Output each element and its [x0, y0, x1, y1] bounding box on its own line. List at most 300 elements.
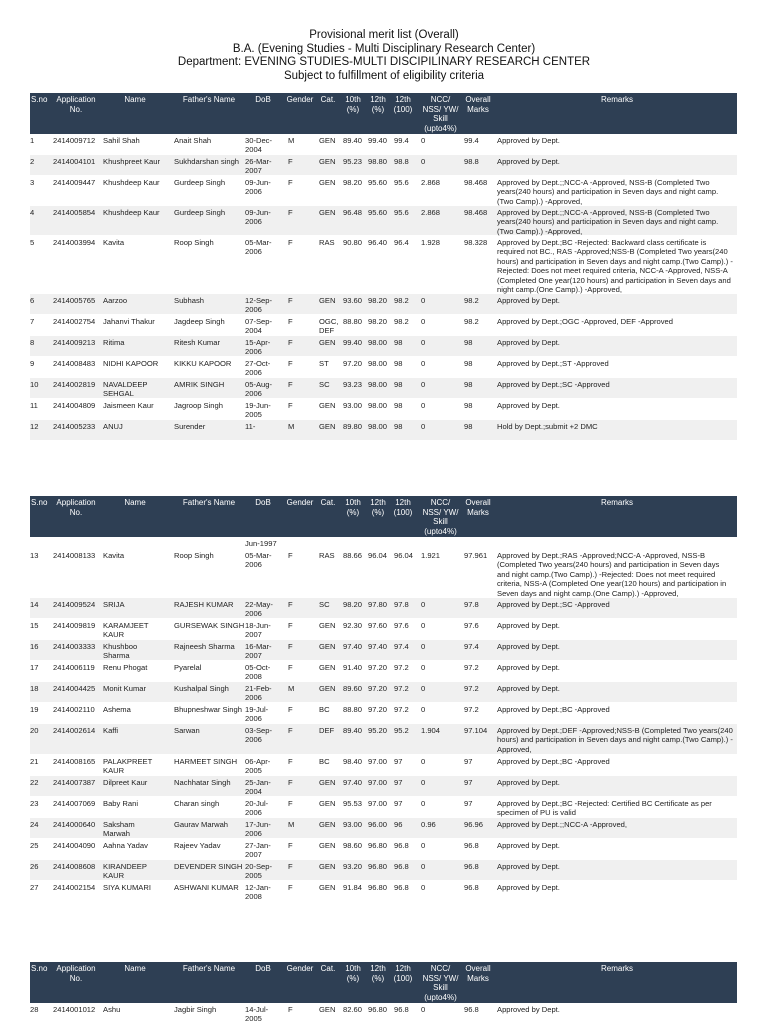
cell-dob: 18-Jun-2007 — [245, 621, 271, 640]
cell-overall: 97.6 — [464, 621, 479, 630]
cell-app: 2414005233 — [53, 422, 96, 431]
cell-app: 2414007069 — [53, 799, 96, 808]
cell-name: SRIJA — [103, 600, 125, 609]
table-row — [30, 703, 737, 724]
cell-sno: 20 — [30, 726, 39, 735]
cell-p12-100: 95.6 — [394, 208, 409, 217]
cell-overall: 97.8 — [464, 600, 479, 609]
cell-p12: 97.00 — [368, 799, 388, 808]
cell-p12-100: 98 — [394, 380, 403, 389]
cell-ncc: 0 — [421, 757, 426, 766]
cell-ncc: 0 — [421, 841, 426, 850]
table-row — [30, 315, 737, 336]
cell-overall: 98 — [464, 338, 473, 347]
cell-ncc: 1.904 — [421, 726, 441, 735]
cell-remarks: Approved by Dept. — [497, 621, 560, 630]
cell-ncc: 0 — [421, 684, 426, 693]
header-dob: DoB — [255, 964, 271, 973]
header-cat: Cat. — [320, 95, 336, 104]
header-cat: Cat. — [320, 964, 336, 973]
merit-table-page-3 — [30, 962, 737, 1024]
cell-p12-100: 98.2 — [394, 317, 409, 326]
cell-ncc: 0.96 — [421, 820, 436, 829]
cell-p12-100: 98.2 — [394, 296, 409, 305]
cell-remarks: Approved by Dept. — [497, 1005, 560, 1014]
cell-p12: 95.60 — [368, 178, 388, 187]
cell-father: Sarwan — [174, 726, 200, 735]
header-p10: 10th (%) — [345, 95, 361, 114]
cell-app: 2414006119 — [53, 663, 95, 672]
cell-cat: GEN — [319, 663, 336, 672]
cell-p10: 95.23 — [343, 157, 363, 166]
cell-ncc: 0 — [421, 621, 426, 630]
table-row — [30, 755, 737, 776]
cell-remarks: Approved by Dept. — [497, 296, 560, 305]
cell-remarks: Approved by Dept. — [497, 663, 560, 672]
cell-ncc: 0 — [421, 862, 426, 871]
cell-gender: F — [288, 600, 293, 609]
cell-remarks: Approved by Dept.;BC -Rejected: Certified BC Certificate as per specimen of PU is valid — [497, 799, 712, 818]
cell-overall: 97 — [464, 778, 473, 787]
cell-name: Khushdeep Kaur — [103, 178, 160, 187]
cell-app: 2414003333 — [53, 642, 96, 651]
cell-sno: 3 — [30, 178, 35, 187]
cell-overall: 98.468 — [464, 178, 488, 187]
cell-p12-100: 96.8 — [394, 1005, 409, 1014]
cell-gender: F — [288, 663, 293, 672]
cell-cat: GEN — [319, 401, 336, 410]
cell-p12-100: 96.8 — [394, 841, 409, 850]
header-overall: Overall Marks — [465, 95, 491, 114]
cell-name: Aahna Yadav — [103, 841, 148, 850]
cell-remarks: Approved by Dept.;DEF -Approved;NSS-B (Completed Two years(240 hours) and participation in Seven days and night camp.(Two Camp).) -Approved, — [497, 726, 733, 754]
cell-father: Gaurav Marwah — [174, 820, 229, 829]
cell-cat: BC — [319, 757, 330, 766]
cell-father: Ritesh Kumar — [174, 338, 221, 347]
cell-cat: ST — [319, 359, 329, 368]
header-gender: Gender — [286, 964, 314, 973]
cell-name: Ritima — [103, 338, 125, 347]
header-sno: S.no — [31, 498, 48, 507]
cell-p10: 97.40 — [343, 642, 363, 651]
table-row — [30, 839, 737, 860]
cell-dob: 15-Apr-2006 — [245, 338, 271, 357]
cell-gender: F — [288, 359, 293, 368]
cell-p10: 89.40 — [343, 726, 363, 735]
header-cat: Cat. — [320, 498, 336, 507]
cell-overall: 98.2 — [464, 317, 479, 326]
cell-sno: 15 — [30, 621, 39, 630]
cell-app: 2414008608 — [53, 862, 96, 871]
header-ncc: NCC/ NSS/ YW/ Skill (upto4%) — [422, 95, 459, 133]
cell-ncc: 0 — [421, 401, 426, 410]
cell-gender: F — [288, 338, 293, 347]
cell-p12-100: 96.04 — [394, 551, 414, 560]
table-row — [30, 818, 737, 839]
cell-remarks: Approved by Dept. — [497, 157, 560, 166]
cell-p10: 88.66 — [343, 551, 363, 560]
cell-dob: 09-Jun-2006 — [245, 178, 271, 197]
cell-remarks: Approved by Dept. — [497, 642, 560, 651]
cell-sno: 18 — [30, 684, 39, 693]
cell-ncc: 0 — [421, 642, 426, 651]
table-row — [30, 134, 737, 155]
cell-ncc: 2.868 — [421, 208, 441, 217]
header-sno: S.no — [31, 964, 48, 973]
cell-sno: 27 — [30, 883, 39, 892]
cell-remarks: Approved by Dept.;SC -Approved — [497, 600, 610, 609]
cell-p12-100: 97.6 — [394, 621, 409, 630]
cell-dob: 14-Jul-2005 — [245, 1005, 269, 1024]
cell-p10: 93.20 — [343, 862, 363, 871]
header-p10: 10th (%) — [345, 498, 361, 517]
header-name: Name — [124, 95, 146, 104]
cell-p12: 96.04 — [368, 551, 388, 560]
cell-sno: 7 — [30, 317, 35, 326]
table-row — [30, 336, 737, 357]
title-line-2: B.A. (Evening Studies - Multi Disciplinary Research Center) — [232, 42, 536, 55]
cell-cat: OGC, DEF — [319, 317, 339, 336]
cell-gender: F — [288, 380, 293, 389]
cell-p12-100: 97 — [394, 778, 403, 787]
cell-gender: F — [288, 862, 293, 871]
cell-father: Jagbir Singh — [174, 1005, 217, 1014]
cell-p12-100: 97 — [394, 757, 403, 766]
cell-cat: GEN — [319, 778, 336, 787]
cell-cat: GEN — [319, 684, 336, 693]
cell-p12: 96.80 — [368, 1005, 388, 1014]
cell-gender: F — [288, 178, 293, 187]
cell-father: Sukhdarshan singh — [174, 157, 240, 166]
cell-p10: 89.40 — [343, 136, 363, 145]
cell-p12-100: 96.8 — [394, 883, 409, 892]
cell-p12-100: 98 — [394, 422, 403, 431]
cell-overall: 99.4 — [464, 136, 479, 145]
merit-table-page-2 — [30, 496, 737, 902]
cell-father: Jagdeep Singh — [174, 317, 225, 326]
cell-ncc: 0 — [421, 778, 426, 787]
cell-dob: 27-Oct-2006 — [245, 359, 271, 378]
cell-name: NIDHI KAPOOR — [103, 359, 159, 368]
cell-father: Roop Singh — [174, 551, 214, 560]
cell-sno: 5 — [30, 238, 35, 247]
cell-remarks: Approved by Dept.;OGC -Approved, DEF -Approved — [497, 317, 674, 326]
header-dob: DoB — [255, 498, 271, 507]
cell-p10: 88.80 — [343, 317, 363, 326]
cell-app: 2414005854 — [53, 208, 96, 217]
carry-over-row — [30, 537, 737, 549]
table-row — [30, 155, 737, 176]
table-header — [30, 496, 737, 537]
cell-p10: 89.80 — [343, 422, 363, 431]
cell-gender: F — [288, 778, 293, 787]
cell-app: 2414009712 — [53, 136, 96, 145]
cell-app: 2414003994 — [53, 238, 96, 247]
header-p12: 12th (%) — [370, 498, 386, 517]
cell-p10: 82.60 — [343, 1005, 363, 1014]
cell-name: Kavita — [103, 238, 125, 247]
header-remarks: Remarks — [600, 964, 633, 973]
cell-ncc: 0 — [421, 296, 426, 305]
cell-father: RAJESH KUMAR — [174, 600, 234, 609]
cell-overall: 97 — [464, 757, 473, 766]
cell-p12: 98.00 — [368, 338, 388, 347]
cell-app: 2414008133 — [53, 551, 96, 560]
cell-ncc: 0 — [421, 317, 426, 326]
cell-ncc: 0 — [421, 1005, 426, 1014]
cell-cat: BC — [319, 705, 330, 714]
cell-father: Anait Shah — [174, 136, 212, 145]
cell-p12: 96.40 — [368, 238, 388, 247]
cell-name: Baby Rani — [103, 799, 139, 808]
cell-sno: 25 — [30, 841, 39, 850]
cell-dob: 06-Apr-2005 — [245, 757, 271, 776]
cell-ncc: 0 — [421, 359, 426, 368]
cell-cat: RAS — [319, 238, 335, 247]
cell-gender: M — [288, 422, 295, 431]
header-name: Name — [124, 498, 146, 507]
cell-name: SIYA KUMARI — [103, 883, 151, 892]
cell-overall: 98.468 — [464, 208, 488, 217]
cell-ncc: 0 — [421, 705, 426, 714]
cell-name: Khushdeep Kaur — [103, 208, 160, 217]
cell-gender: F — [288, 799, 293, 808]
cell-p12: 97.20 — [368, 663, 388, 672]
cell-p10: 99.40 — [343, 338, 363, 347]
header-father: Father's Name — [182, 964, 236, 973]
cell-app: 2414002754 — [53, 317, 96, 326]
cell-p12: 95.60 — [368, 208, 388, 217]
cell-p10: 98.20 — [343, 600, 363, 609]
cell-p12: 98.20 — [368, 317, 388, 326]
cell-name: Ashu — [103, 1005, 121, 1014]
cell-overall: 97.2 — [464, 684, 479, 693]
cell-overall: 98 — [464, 401, 473, 410]
cell-ncc: 0 — [421, 136, 426, 145]
cell-sno: 14 — [30, 600, 39, 609]
cell-name: Aarzoo — [103, 296, 128, 305]
table-row — [30, 724, 737, 755]
cell-p12: 95.20 — [368, 726, 388, 735]
cell-remarks: Approved by Dept.;BC -Approved — [497, 757, 610, 766]
table-header — [30, 93, 737, 134]
cell-p12: 99.40 — [368, 136, 388, 145]
cell-p12: 98.80 — [368, 157, 388, 166]
cell-name: Saksham Marwah — [103, 820, 135, 839]
header-app: Application No. — [56, 964, 96, 983]
cell-p10: 88.80 — [343, 705, 363, 714]
cell-father: Charan singh — [174, 799, 220, 808]
cell-app: 2414009524 — [53, 600, 96, 609]
cell-name: Khushboo Sharma — [103, 642, 138, 661]
cell-p12: 97.40 — [368, 642, 388, 651]
cell-remarks: Approved by Dept.;SC -Approved — [497, 380, 610, 389]
cell-dob: 05-Mar-2006 — [245, 238, 272, 257]
cell-p12: 97.20 — [368, 684, 388, 693]
cell-ncc: 0 — [421, 338, 426, 347]
table-row — [30, 619, 737, 640]
table-row — [30, 206, 737, 236]
cell-remarks: Approved by Dept. — [497, 778, 560, 787]
cell-name: Ashema — [103, 705, 131, 714]
cell-overall: 98 — [464, 359, 473, 368]
cell-sno: 22 — [30, 778, 39, 787]
cell-p10: 91.84 — [343, 883, 363, 892]
cell-gender: F — [288, 1005, 293, 1014]
cell-name: Jahanvi Thakur — [103, 317, 155, 326]
cell-father: Gurdeep Singh — [174, 178, 226, 187]
cell-p12-100: 97.2 — [394, 684, 409, 693]
cell-ncc: 0 — [421, 422, 426, 431]
cell-p10: 96.48 — [343, 208, 363, 217]
cell-remarks: Approved by Dept. — [497, 136, 560, 145]
header-p12: 12th (%) — [370, 95, 386, 114]
header-p12-100: 12th (100) — [393, 498, 413, 517]
table-row — [30, 776, 737, 797]
cell-name: PALAKPREET KAUR — [103, 757, 153, 776]
document-title-block — [0, 29, 768, 83]
cell-father: HARMEET SINGH — [174, 757, 238, 766]
cell-gender: F — [288, 208, 293, 217]
cell-app: 2414002154 — [53, 883, 96, 892]
header-gender: Gender — [286, 95, 314, 104]
cell-remarks: Approved by Dept.;BC -Rejected: Backward class certificate is required not BC., RAS -Approved;NSS-B (Completed Two years(240 hours) and participation in Seven days and night camp.(Two Camp).) -Rejected: Does not meet required criteria, NCC-A -Approved, NSS-A (Completed One year(120 hours) and participation in Seven days and night camp.(One Camp).) -Approved, — [497, 238, 733, 295]
cell-overall: 97.2 — [464, 663, 479, 672]
cell-overall: 96.8 — [464, 883, 479, 892]
cell-p10: 93.60 — [343, 296, 363, 305]
cell-remarks: Approved by Dept.;BC -Approved — [497, 705, 610, 714]
header-p12-100: 12th (100) — [393, 964, 413, 983]
cell-sno: 1 — [30, 136, 35, 145]
cell-p12: 98.20 — [368, 296, 388, 305]
cell-dob: 22-May-2006 — [245, 600, 273, 619]
cell-dob: 21-Feb-2006 — [245, 684, 272, 703]
cell-p12-100: 98 — [394, 401, 403, 410]
header-p12: 12th (%) — [370, 964, 386, 983]
table-row — [30, 661, 737, 682]
cell-cat: DEF — [319, 726, 335, 735]
cell-sno: 11 — [30, 401, 38, 410]
header-sno: S.no — [31, 95, 48, 104]
cell-sno: 4 — [30, 208, 35, 217]
cell-sno: 2 — [30, 157, 35, 166]
header-p12-100: 12th (100) — [393, 95, 413, 114]
cell-app: 2414008165 — [53, 757, 96, 766]
table-row — [30, 399, 737, 420]
cell-app: 2414005765 — [53, 296, 96, 305]
cell-app: 2414004090 — [53, 841, 96, 850]
cell-father: Pyarelal — [174, 663, 202, 672]
cell-father: AMRIK SINGH — [174, 380, 225, 389]
cell-overall: 98.328 — [464, 238, 488, 247]
cell-cat: GEN — [319, 178, 336, 187]
header-app: Application No. — [56, 498, 96, 517]
cell-dob: 20-Sep-2005 — [245, 862, 273, 881]
table-row — [30, 236, 737, 294]
table-row — [30, 176, 737, 206]
header-remarks: Remarks — [600, 95, 633, 104]
cell-p10: 98.40 — [343, 757, 363, 766]
cell-dob: 11- — [245, 422, 256, 431]
cell-name: Dilpreet Kaur — [103, 778, 148, 787]
cell-father: Jagroop Singh — [174, 401, 223, 410]
cell-gender: F — [288, 157, 293, 166]
cell-cat: GEN — [319, 820, 336, 829]
table-row — [30, 420, 737, 441]
cell-overall: 98.2 — [464, 296, 479, 305]
cell-p12-100: 97.8 — [394, 600, 409, 609]
table-row — [30, 881, 737, 902]
cell-gender: F — [288, 317, 293, 326]
cell-sno: 24 — [30, 820, 39, 829]
cell-p12: 97.80 — [368, 600, 388, 609]
cell-ncc: 0 — [421, 157, 426, 166]
cell-sno: 12 — [30, 422, 39, 431]
cell-cat: GEN — [319, 862, 336, 871]
cell-gender: F — [288, 621, 293, 630]
header-p10: 10th (%) — [345, 964, 361, 983]
cell-p10: 95.53 — [343, 799, 363, 808]
cell-sno: 9 — [30, 359, 35, 368]
cell-p10: 98.60 — [343, 841, 363, 850]
cell-overall: 98 — [464, 380, 473, 389]
cell-dob: 16-Mar-2007 — [245, 642, 272, 661]
cell-sno: 6 — [30, 296, 35, 305]
title-line-1: Provisional merit list (Overall) — [309, 29, 459, 41]
cell-overall: 97 — [464, 799, 473, 808]
cell-remarks: Approved by Dept. — [497, 883, 560, 892]
cell-dob: 12-Jan-2008 — [245, 883, 271, 902]
cell-p12: 97.00 — [368, 778, 388, 787]
cell-p12-100: 97.2 — [394, 705, 409, 714]
header-overall: Overall Marks — [465, 964, 491, 983]
cell-dob: 19-Jul-2006 — [245, 705, 269, 724]
cell-name: KIRANDEEP KAUR — [103, 862, 147, 881]
cell-p10: 98.20 — [343, 178, 363, 187]
cell-p12: 96.00 — [368, 820, 388, 829]
header-father: Father's Name — [182, 95, 236, 104]
cell-p12-100: 98.8 — [394, 157, 409, 166]
cell-dob: 20-Jul-2006 — [245, 799, 269, 818]
cell-p12-100: 98 — [394, 338, 403, 347]
cell-p12: 98.00 — [368, 422, 388, 431]
cell-app: 2414004809 — [53, 401, 96, 410]
cell-father: Kushalpal Singh — [174, 684, 229, 693]
cell-gender: F — [288, 296, 293, 305]
cell-app: 2414004101 — [53, 157, 96, 166]
cell-sno: 28 — [30, 1005, 39, 1014]
cell-cat: GEN — [319, 841, 336, 850]
cell-dob: 27-Jan-2007 — [245, 841, 271, 860]
cell-name: NAVALDEEP SEHGAL — [103, 380, 148, 399]
table-row — [30, 1003, 737, 1024]
cell-dob: 30-Dec-2004 — [245, 136, 273, 155]
cell-dob: 05-Mar-2006 — [245, 551, 272, 570]
cell-app: 2414008483 — [53, 359, 96, 368]
header-name: Name — [124, 964, 146, 973]
cell-cat: SC — [319, 600, 330, 609]
cell-remarks: Approved by Dept.;;NCC-A -Approved, NSS-B (Completed Two years(240 hours) and participation in Seven days and night camp.(Two Camp).) -Approved, — [497, 178, 719, 206]
cell-dob: 05-Aug-2006 — [245, 380, 273, 399]
title-line-3: Department: EVENING STUDIES-MULTI DISCIPILINARY RESEARCH CENTER — [177, 56, 591, 68]
cell-cat: GEN — [319, 136, 336, 145]
header-gender: Gender — [286, 498, 314, 507]
cell-remarks: Approved by Dept.;;NCC-A -Approved, — [497, 820, 627, 829]
cell-p10: 93.00 — [343, 401, 363, 410]
header-overall: Overall Marks — [465, 498, 491, 517]
cell-ncc: 1.928 — [421, 238, 441, 247]
cell-gender: F — [288, 705, 293, 714]
